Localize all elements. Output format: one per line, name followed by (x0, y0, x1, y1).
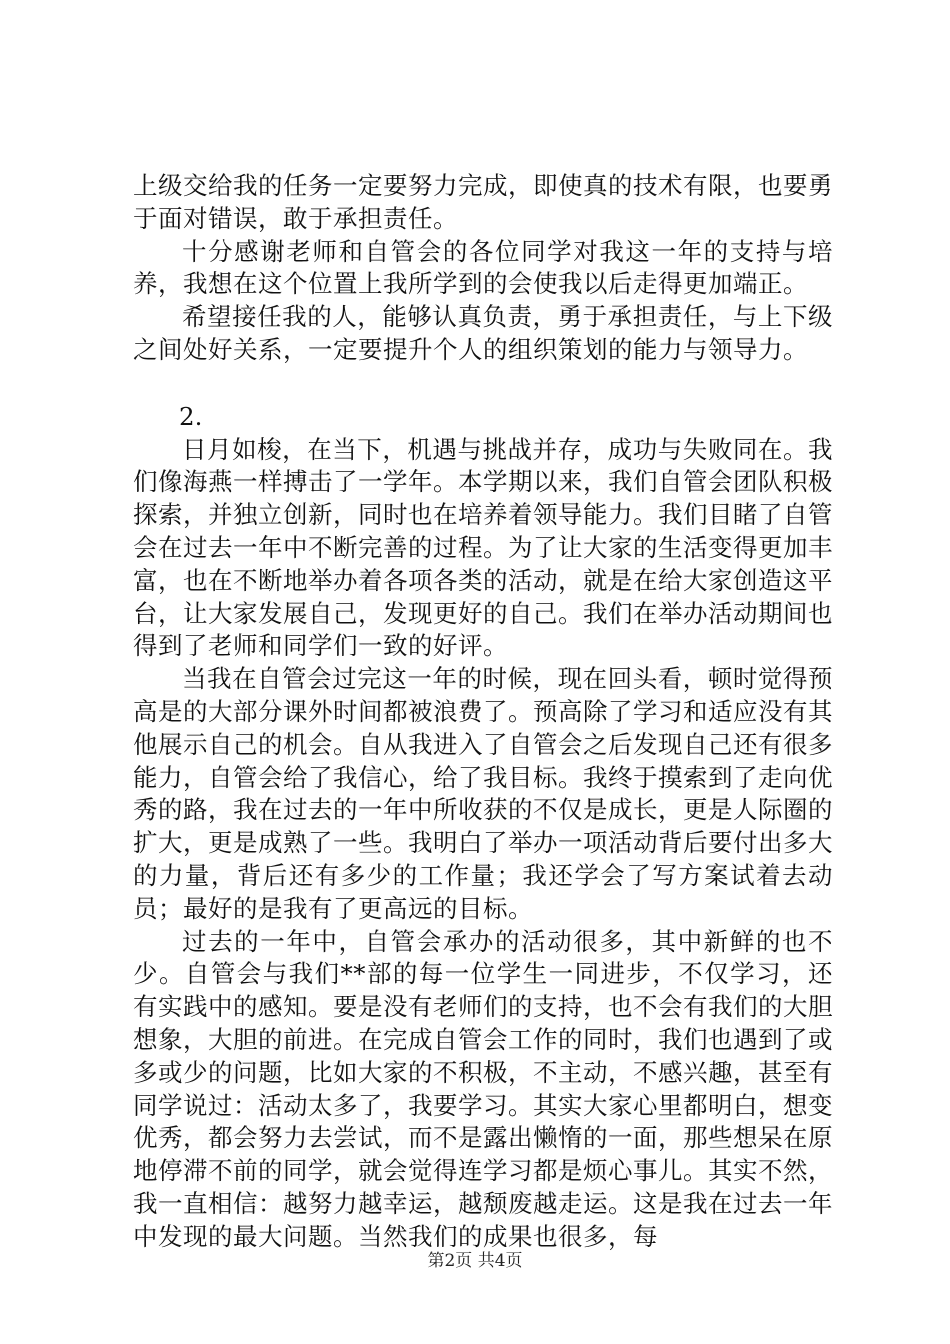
section-number: 2. (179, 401, 203, 431)
paragraph-reflection: 当我在自管会过完这一年的时候，现在回头看，顿时觉得预高是的大部分课外时间都被浪费了。预高除了学习和适应没有其他展示自己的机会。自从我进入了自管会之后发现自己还有很多能力，自管会给了我信心，给了我目标。我终于摸索到了走向优秀的路，我在过去的一年中所收获的不仅是成长，更是人际圈的扩大，更是成熟了一些。我明白了举办一项活动背后要付出多大的力量，背后还有多少的工作量；我还学会了写方案试着去动员；最好的是我有了更高远的目标。 (133, 664, 833, 923)
document-body (133, 170, 833, 1254)
paragraph-thanks: 十分感谢老师和自管会的各位同学对我这一年的支持与培养，我想在这个位置上我所学到的会使我以后走得更加端正。 (133, 236, 833, 299)
paragraph-gap (133, 367, 833, 401)
paragraph-continued: 上级交给我的任务一定要努力完成，即使真的技术有限，也要勇于面对错误，敢于承担责任。 (133, 171, 833, 233)
paragraph-intro: 日月如梭，在当下，机遇与挑战并存，成功与失败同在。我们像海燕一样搏击了一学年。本学期以来，我们自管会团队积极探索，并独立创新，同时也在培养着领导能力。我们目睹了自管会在过去一年中不断完善的过程。为了让大家的生活变得更加丰富，也在不断地举办着各项各类的活动，就是在给大家创造这平台，让大家发展自己，发现更好的自己。我们在举办活动期间也得到了老师和同学们一致的好评。 (133, 434, 833, 661)
page-footer: 第2页 共4页 (427, 1251, 523, 1271)
paragraph-hope: 希望接任我的人，能够认真负责，勇于承担责任，与上下级之间处好关系，一定要提升个人的组织策划的能力与领导力。 (133, 302, 833, 364)
paragraph-review: 过去的一年中，自管会承办的活动很多，其中新鲜的也不少。自管会与我们**部的每一位学生一同进步，不仅学习，还有实践中的感知。要是没有老师们的支持，也不会有我们的大胆想象，大胆的前进。在完成自管会工作的同时，我们也遇到了或多或少的问题，比如大家的不积极，不主动，不感兴趣，甚至有同学说过：活动太多了，我要学习。其实大家心里都明白，想变优秀，都会努力去尝试，而不是露出懒惰的一面，那些想呆在原地停滞不前的同学，就会觉得连学习都是烦心事儿。其实不然，我一直相信：越努力越幸运，越颓废越走运。这是我在过去一年中发现的最大问题。当然我们的成果也很多，每 (133, 926, 833, 1251)
